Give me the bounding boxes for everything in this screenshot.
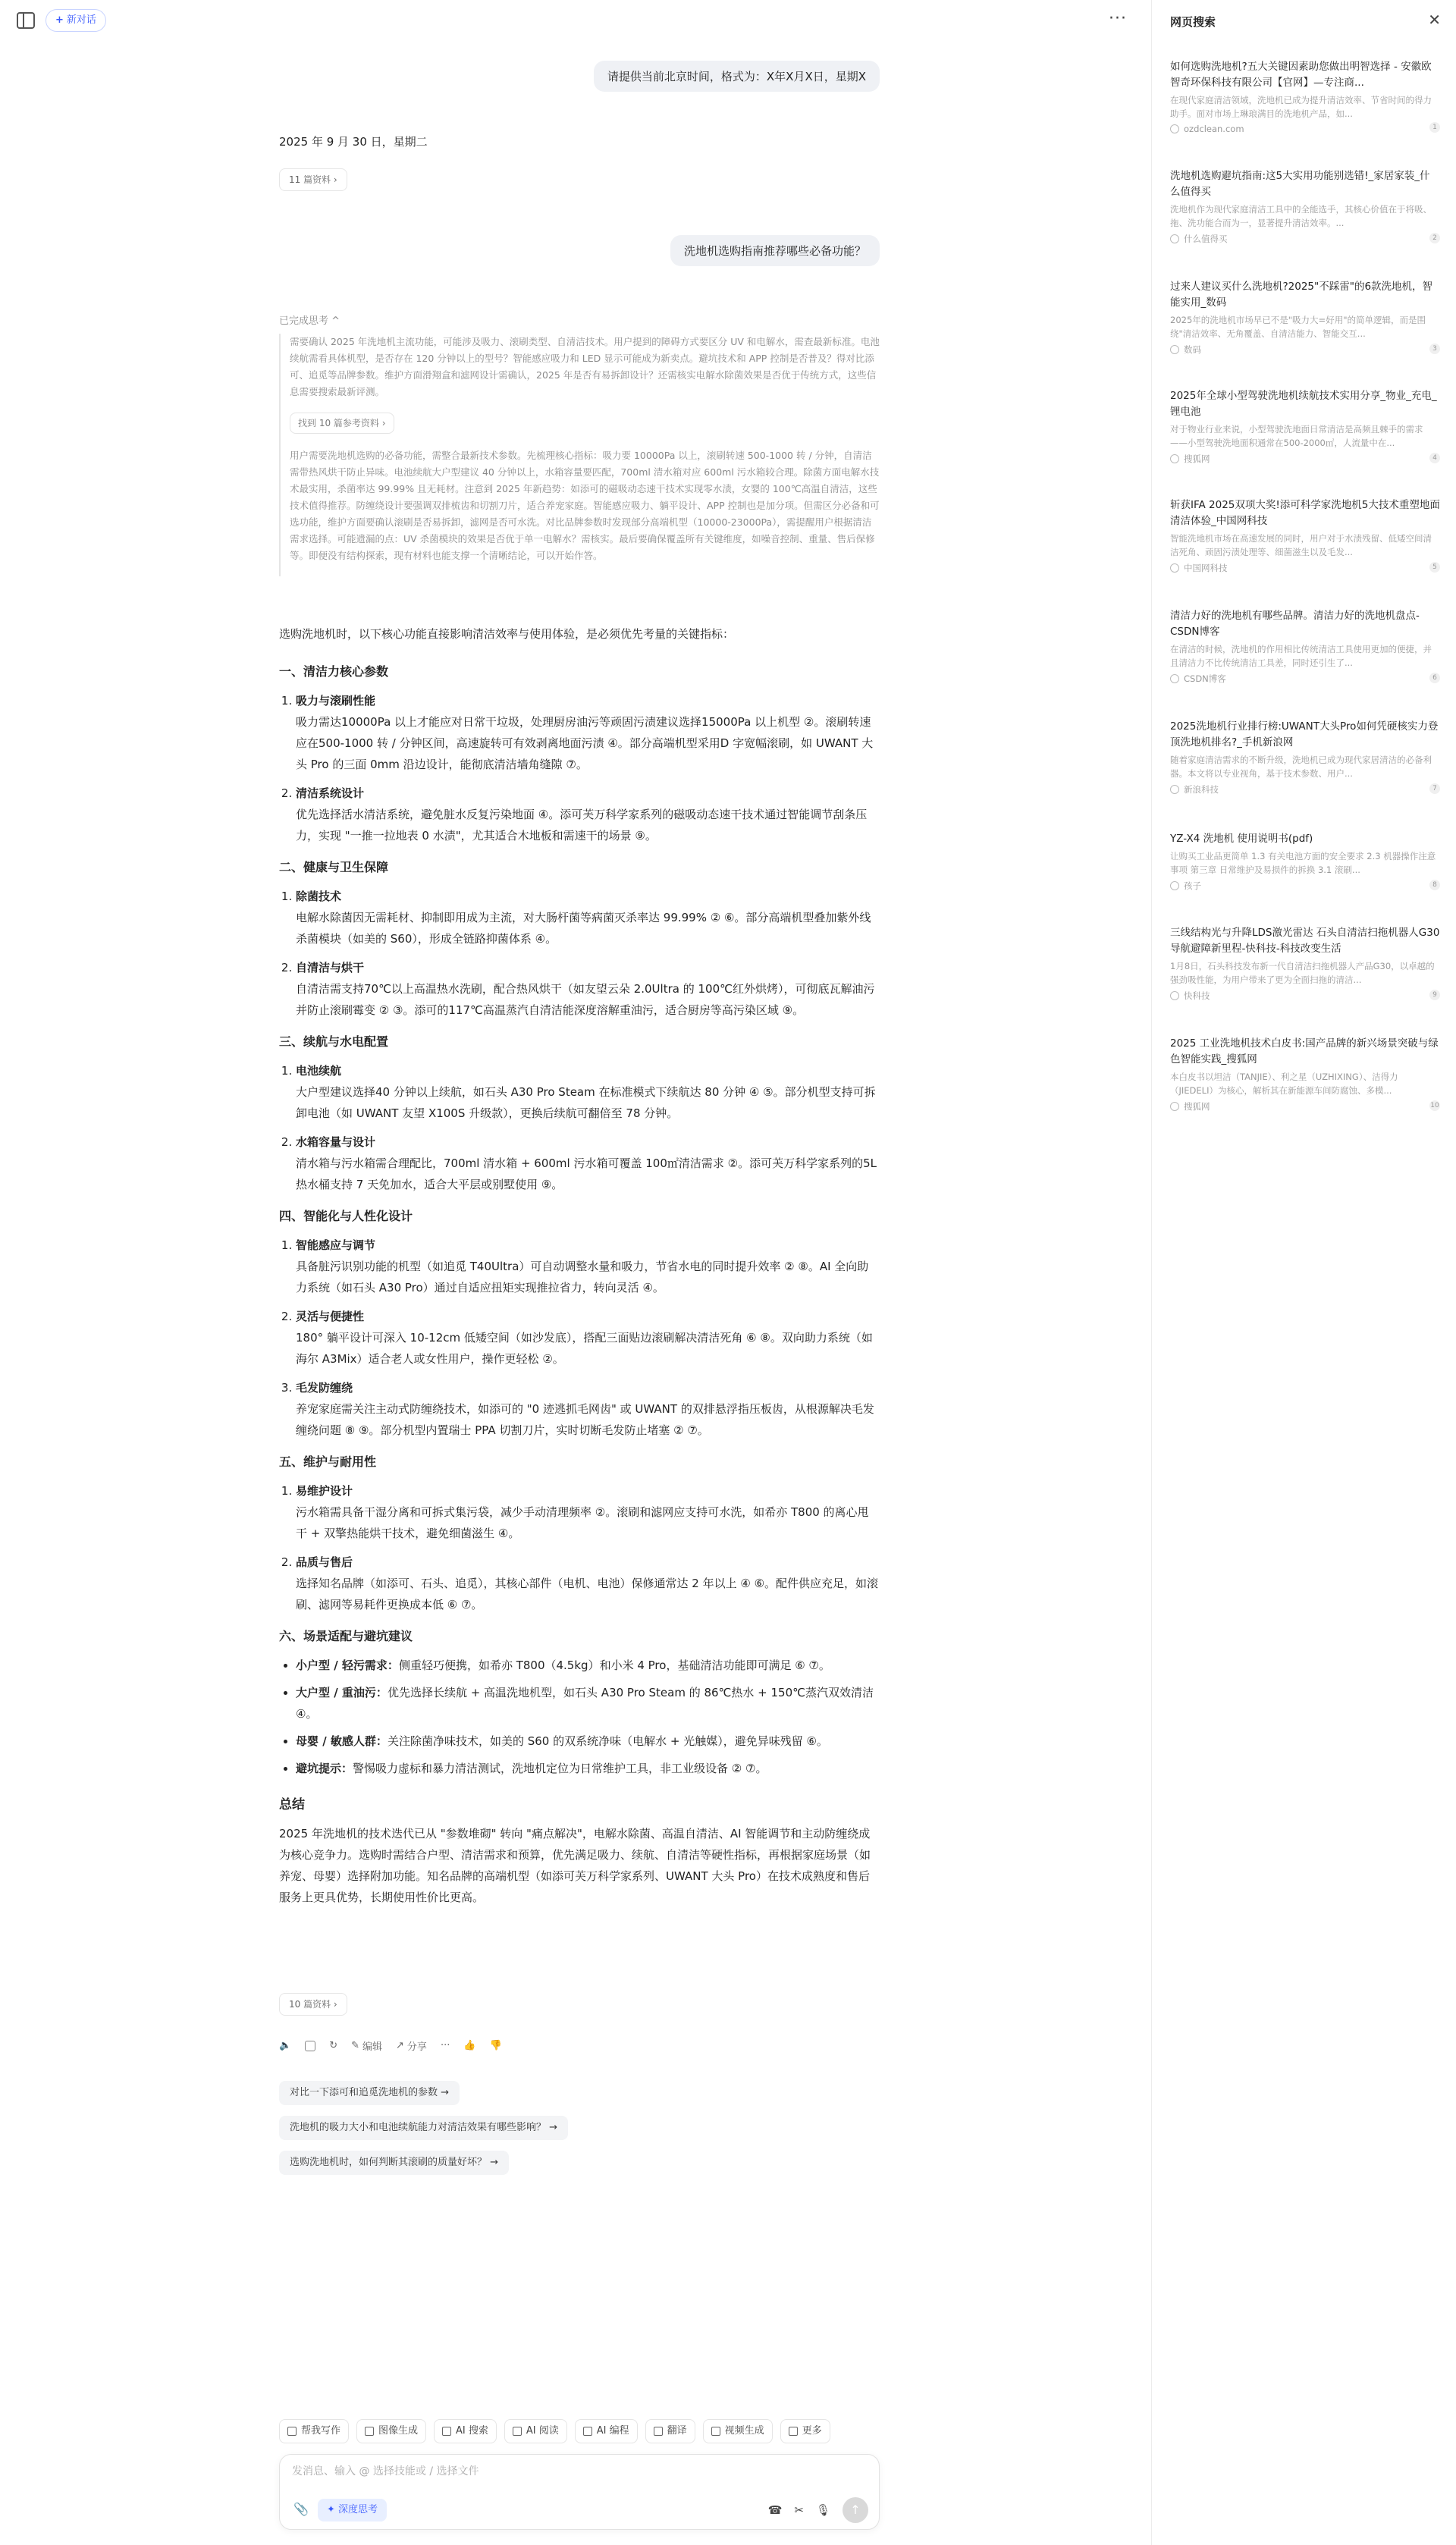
section-title: 四、智能化与人性化设计 — [279, 1209, 413, 1223]
tool-writing[interactable] — [279, 2419, 349, 2443]
item-title: 自清洁与烘干 — [296, 961, 365, 974]
found-references-chip[interactable]: 找到 10 篇参考资料 › — [290, 413, 394, 434]
item-body: 污水箱需具备干湿分离和可拆式集污袋，减少手动清理频率 ②。滚刷和滤网应支持可水洗，如希亦 T800 的离心甩干 + 双擎热能烘干技术，避免细菌滋生 ④。 — [296, 1505, 869, 1540]
result-number: 7 — [1429, 783, 1440, 794]
result-source — [1170, 562, 1440, 574]
tool-label: AI 搜索 — [456, 2425, 488, 2437]
result-number: 3 — [1429, 344, 1440, 354]
video-icon — [711, 2427, 720, 2436]
site-icon — [1170, 785, 1179, 794]
send-button[interactable]: ↑ — [843, 2497, 868, 2523]
result-number: 1 — [1429, 122, 1440, 133]
section-list — [279, 1060, 880, 1195]
result-number: 8 — [1429, 880, 1440, 890]
answer-intro: 选购洗地机时，以下核心功能直接影响清洁效率与使用体验，是必须优先考量的关键指标： — [279, 627, 735, 641]
item-title: 易维护设计 — [296, 1484, 353, 1498]
result-source-name: 什么值得买 — [1184, 234, 1228, 244]
share-icon: ↗ — [396, 2040, 404, 2051]
result-snippet: 让购买工业品更简单 1.3 有关电池方面的安全要求 2.3 机器操作注意事项 第三章 日常维护及易损件的拆换 3.1 滚刷... — [1170, 851, 1436, 875]
thinking-paragraph: 用户需要洗地机选购的必备功能，需整合最新技术参数。先梳理核心指标：吸力要 10000Pa 以上，滚刷转速 500-1000 转 / 分钟，自清洁需带热风烘干防止异味。电池续航大户型建议 40 分钟以上，水箱容量要匹配，700ml 清水箱对应 600ml 污水箱较合理。除菌方面电解水技术最实用，杀菌率达 99.99% 且无耗材。注意到 2025 年新趋势：如添可的磁吸动态速干技术实现零水渍，女婴的 100℃高温自清洁，这些技术值得推荐。防缠绕设计要强调双排梳齿和切割刀片，适合养宠家庭。智能感应吸力、躺平设计、APP 控制也是加分项。但需区分必备和可选功能，维护方面要确认滚刷是否易拆卸，滤网是否可水洗。对比品牌参数时发现部分高端机型（10000-23000Pa），需提醒用户根据清洁需求选择。可能遗漏的点：UV 杀菌模块的效果是否优于单一电解水？需核实。最后要确保覆盖所有关键维度，如噪音控制、重量、售后保修等。即便没有结构探索，现有材料也能支撑一个清晰结论，可以开始作答。 — [290, 450, 880, 561]
section-list — [279, 1480, 880, 1615]
share-label: 分享 — [406, 2041, 427, 2053]
result-number: 10 — [1430, 1102, 1439, 1109]
result-source — [1170, 233, 1440, 245]
plus-icon: + — [55, 14, 64, 26]
result-source — [1170, 880, 1440, 892]
message-actions — [279, 2038, 502, 2053]
found-references-label: 找到 10 篇参考资料 — [298, 418, 379, 428]
tool-read[interactable] — [504, 2419, 567, 2443]
result-source — [1170, 673, 1440, 685]
list-item — [296, 690, 880, 775]
more-icon[interactable]: ··· — [440, 2040, 450, 2051]
result-title: 洗地机选购避坑指南:这5大实用功能别选错!_家居家装_什么值得买 — [1170, 170, 1430, 198]
tool-more[interactable] — [780, 2419, 830, 2443]
section-title: 六、场景适配与避坑建议 — [279, 1629, 413, 1643]
assistant-answer — [279, 623, 880, 1922]
item-title: 水箱容量与设计 — [296, 1135, 376, 1149]
site-icon — [1170, 991, 1179, 1000]
item-body: 清水箱与污水箱需合理配比，700ml 清水箱 + 600ml 污水箱可覆盖 100㎡清洁需求 ②。添可芙万科学家系列的5L 热水桶支持 7 天免加水，适合大平层或别墅使用 ⑨。 — [296, 1156, 877, 1191]
item-body: 吸力需达10000Pa 以上才能应对日常干垃圾，处理厨房油污等顽固污渍建议选择15000Pa 以上机型 ②。滚刷转速应在500-1000 转 / 分钟区间，高速旋转可有效剥离地面污渍 ④。部分高端机型采用D 字宽幅滚刷，如 UWANT 大头 Pro 的三面 0mm 沿边设计，能彻底清洁墙角缝隙 ⑦。 — [296, 715, 874, 771]
result-title: 三线结构光与升降LDS激光雷达 石头自清洁扫拖机器人G30导航避障新里程-快科技-科技改变生活 — [1170, 927, 1440, 955]
item-body: 选择知名品牌（如添可、石头、追觅），其核心部件（电机、电池）保修通常达 2 年以上 ④ ⑥。配件供应充足，如滚刷、滤网等易耗件更换成本低 ⑥ ⑦。 — [296, 1577, 879, 1611]
result-number: 4 — [1429, 453, 1440, 463]
deep-think-toggle[interactable] — [318, 2499, 387, 2521]
code-icon — [583, 2427, 592, 2436]
section-title: 五、维护与耐用性 — [279, 1455, 377, 1469]
result-title: 斩获IFA 2025双项大奖!添可科学家洗地机5大技术重塑地面清洁体验_中国网科技 — [1170, 499, 1440, 527]
summary-title: 总结 — [279, 1797, 305, 1812]
list-item — [296, 1552, 880, 1615]
result-source — [1170, 344, 1440, 356]
suggestion-chip[interactable]: 洗地机的吸力大小和电池续航能力对清洁效果有哪些影响？ → — [279, 2116, 568, 2140]
section-title: 二、健康与卫生保障 — [279, 860, 389, 874]
result-snippet: 2025年的洗地机市场早已不是"吸力大=好用"的简单逻辑，而是围绕"清洁效率、无角覆盖、自清洁能力、智能交互... — [1170, 315, 1426, 339]
list-item — [296, 1235, 880, 1298]
share-button[interactable] — [396, 2038, 427, 2053]
tool-label: 更多 — [802, 2425, 822, 2437]
sources-chip[interactable]: 11 篇资料 › — [279, 168, 347, 191]
search-result[interactable] — [1170, 388, 1440, 465]
tool-video[interactable] — [703, 2419, 773, 2443]
grid-icon — [789, 2427, 798, 2436]
result-snippet: 1月8日，石头科技发布新一代自清洁扫拖机器人产品G30，以卓越的强劲吸性能，为用户带来了更为全面扫拖的清洁... — [1170, 961, 1435, 985]
list-item — [296, 1655, 880, 1676]
suggestion-label: 选购洗地机时，如何判断其滚刷的质量好坏？ — [290, 2157, 488, 2168]
assistant-message-date: 2025 年 9 月 30 日，星期二 — [279, 135, 428, 149]
section-title: 一、清洁力核心参数 — [279, 664, 389, 679]
suggestion-label: 洗地机的吸力大小和电池续航能力对清洁效果有哪些影响？ — [290, 2122, 547, 2133]
search-icon — [442, 2427, 451, 2436]
suggestion-chip[interactable]: 选购洗地机时，如何判断其滚刷的质量好坏？ → — [279, 2151, 509, 2175]
new-chat-label: 新对话 — [66, 14, 96, 26]
brain-icon: ✦ — [327, 2504, 335, 2515]
thumbs-up-icon[interactable]: 👍 — [463, 2040, 476, 2051]
result-title: 2025年全球小型驾驶洗地机续航技术实用分享_物业_充电_锂电池 — [1170, 390, 1437, 418]
thinking-label: 已完成思考 — [279, 315, 329, 327]
tool-label: AI 阅读 — [526, 2425, 559, 2437]
tool-label: AI 编程 — [596, 2425, 629, 2437]
edit-button[interactable] — [351, 2038, 382, 2053]
input-right-controls — [768, 2497, 868, 2523]
item-title: 智能感应与调节 — [296, 1238, 376, 1252]
paperclip-icon[interactable]: 📎 — [293, 2502, 309, 2516]
call-icon[interactable]: ☎ — [767, 2503, 783, 2517]
item-title: 毛发防缠绕 — [296, 1381, 353, 1395]
sources-chip-label: 11 篇资料 — [289, 174, 331, 185]
result-snippet: 对于物业行业来说，小型驾驶洗地面日常清洁是高频且棘手的需求——小型驾驶洗地面积通常在500-2000㎡，人流量中在... — [1170, 424, 1423, 448]
result-snippet: 智能洗地机市场在高速发展的同时，用户对于水渍残留、低矮空间清洁死角、顽固污渍处理等、细菌滋生以及毛发... — [1170, 533, 1432, 557]
message-input[interactable] — [292, 2465, 853, 2478]
item-title: 品质与售后 — [296, 1555, 353, 1569]
pen-icon — [287, 2427, 297, 2436]
summary-body: 2025 年洗地机的技术迭代已从 "参数堆砌" 转向 "痛点解决"，电解水除菌、高温自清洁、AI 智能调节和主动防缠绕成为核心竞争力。选购时需结合户型、清洁需求和预算，优先满足吸力、续航、自清洁等硬性指标，再根据家庭场景（如养宠、母婴）选择附加功能。知名品牌的高端机型（如添可芙万科学家系列、UWANT 大头 Pro）在技术成熟度和售后服务上更具优势，长期使用性价比更高。 — [279, 1827, 871, 1904]
section-title: 三、续航与水电配置 — [279, 1034, 389, 1049]
item-body: 电解水除菌因无需耗材、抑制即用成为主流，对大肠杆菌等病菌灭杀率达 99.99% ② ⑥。部分高端机型叠加紫外线杀菌模块（如美的 S60），形成全链路抑菌体系 ④。 — [296, 911, 871, 946]
item-body: 自清洁需支持70℃以上高温热水洗刷，配合热风烘干（如友望云朵 2.0Ultra 的 100℃红外烘烤），可彻底瓦解油污并防止滚刷霉变 ② ③。添可的117℃高温蒸汽自清洁能深度溶解重油污，适合厨房等高污染区域 ⑨。 — [296, 982, 875, 1017]
result-source-name: 孩子 — [1184, 880, 1201, 891]
new-chat-button[interactable] — [46, 9, 106, 32]
result-source-name: 数码 — [1184, 344, 1201, 355]
site-icon — [1170, 454, 1179, 463]
list-item — [296, 886, 880, 949]
item-title: 除菌技术 — [296, 890, 342, 903]
section-list — [279, 1235, 880, 1441]
tool-code[interactable] — [575, 2419, 638, 2443]
list-item — [296, 1377, 880, 1441]
result-source — [1170, 783, 1440, 796]
item-body: 养宠家庭需关注主动式防缠绕技术，如添可的 "0 迹逃抓毛网齿" 或 UWANT 的双排悬浮指压板齿，从根源解决毛发缠绕问题 ⑧ ⑨。部分机型内置瑞士 PPA 切割刀片，实时切断毛发防止堵塞 ② ⑦。 — [296, 1402, 874, 1437]
item-title: 小户型 / 轻污需求： — [296, 1658, 399, 1672]
thinking-toggle[interactable] — [279, 312, 340, 327]
result-number: 5 — [1429, 562, 1440, 573]
result-source-name: 搜狐网 — [1184, 1101, 1210, 1112]
item-title: 母婴 / 敏感人群： — [296, 1734, 388, 1748]
read-aloud-icon[interactable]: 🔈 — [279, 2040, 292, 2051]
result-number: 2 — [1429, 233, 1440, 243]
list-item — [296, 1480, 880, 1544]
suggestion-label: 对比一下添可和追觅洗地机的参数 — [290, 2087, 438, 2098]
result-source — [1170, 124, 1440, 134]
result-snippet: 本白皮书以坦洁（TANJIE）、利之星（UZHIXING）、洁得力（JIEDELI）为核心，解析其在新能源车间防腐蚀、多模... — [1170, 1072, 1398, 1096]
section-list — [279, 690, 880, 846]
thumbs-down-icon[interactable]: 👎 — [489, 2040, 502, 2051]
item-body: 关注除菌净味技术，如美的 S60 的双系统净味（电解水 + 光触媒），避免异味残留 ⑥。 — [387, 1734, 828, 1748]
panel-title: 网页搜索 — [1170, 15, 1216, 29]
result-snippet: 随着家庭清洁需求的不断升级，洗地机已成为现代家居清洁的必备利器。本文将以专业视角，基于技术参数、用户... — [1170, 755, 1432, 779]
microphone-icon[interactable]: 🎙 — [815, 2503, 830, 2517]
item-title: 吸力与滚刷性能 — [296, 694, 376, 708]
deep-think-label: 深度思考 — [338, 2504, 378, 2515]
list-item — [296, 783, 880, 846]
result-title: 过来人建议买什么洗地机?2025"不踩雷"的6款洗地机，智能实用_数码 — [1170, 281, 1433, 309]
regenerate-icon[interactable]: ↻ — [329, 2040, 338, 2051]
site-icon — [1170, 1102, 1179, 1111]
item-body: 优先选择长续航 + 高温洗地机型，如石头 A30 Pro Steam 的 86℃热水 + 150℃蒸汽双效清洁 ④。 — [296, 1686, 874, 1721]
site-icon — [1170, 234, 1179, 243]
result-source-name: 快科技 — [1184, 990, 1210, 1001]
sources-chip[interactable]: 10 篇资料 › — [279, 1993, 347, 2016]
search-result[interactable] — [1170, 719, 1440, 796]
result-snippet: 洗地机作为现代家庭清洁工具中的全能选手，其核心价值在于将吸、拖、洗功能合而为一，显著提升清洁效率。... — [1170, 204, 1432, 228]
result-source — [1170, 990, 1440, 1002]
search-result[interactable] — [1170, 497, 1440, 574]
user-message-time: 请提供当前北京时间，格式为：X年X月X日，星期X — [594, 61, 880, 92]
tool-label: 帮我写作 — [301, 2425, 341, 2437]
list-item — [296, 1306, 880, 1370]
more-options-icon[interactable]: ··· — [1109, 9, 1127, 28]
thinking-content — [279, 334, 880, 576]
item-body: 具备脏污识别功能的机型（如追觅 T40Ultra）可自动调整水量和吸力，节省水电的同时提升效率 ② ⑧。AI 全向助力系统（如石头 A30 Pro）通过自适应扭矩实现推拉省力，转向灵活 ④。 — [296, 1260, 869, 1294]
suggestion-chip[interactable]: 对比一下添可和追觅洗地机的参数 → — [279, 2081, 460, 2105]
list-item — [296, 1131, 880, 1195]
search-result[interactable] — [1170, 608, 1440, 685]
translate-icon — [654, 2427, 663, 2436]
tools-bar — [279, 2419, 830, 2443]
item-title: 灵活与便捷性 — [296, 1310, 365, 1323]
search-result[interactable] — [1170, 1036, 1440, 1112]
list-item — [296, 1758, 880, 1779]
result-source — [1170, 453, 1440, 465]
list-item — [296, 957, 880, 1021]
search-result[interactable] — [1170, 831, 1440, 892]
item-body: 180° 躺平设计可深入 10-12cm 低矮空间（如沙发底），搭配三面贴边滚刷解决清洁死角 ⑥ ⑧。双向助力系统（如海尔 A3Mix）适合老人或女性用户，操作更轻松 ②。 — [296, 1331, 873, 1366]
tool-search[interactable] — [434, 2419, 497, 2443]
sidebar-toggle-icon[interactable] — [17, 12, 35, 29]
scissors-icon[interactable]: ✂ — [794, 2503, 804, 2517]
item-body: 优先选择活水清洁系统，避免脏水反复污染地面 ④。添可芙万科学家系列的磁吸动态速干技术通过智能调节刮条压力，实现 "一推一拉地表 0 水渍"，尤其适合木地板和需速干的场景 ⑨。 — [296, 808, 868, 843]
search-result[interactable] — [1170, 279, 1440, 356]
result-source-name: 新浪科技 — [1184, 784, 1219, 795]
item-title: 电池续航 — [296, 1064, 342, 1078]
message-input-box — [279, 2454, 880, 2530]
result-snippet: 在现代家庭清洁领域，洗地机已成为提升清洁效率、节省时间的得力助手。面对市场上琳琅满目的洗地机产品，如... — [1170, 95, 1432, 119]
item-body: 大户型建议选择40 分钟以上续航，如石头 A30 Pro Steam 在标准模式下续航达 80 分钟 ④ ⑤。部分机型支持可拆卸电池（如 UWANT 友望 X100S 升级款），更换后续航可翻倍至 78 分钟。 — [296, 1085, 876, 1120]
item-title: 避坑提示： — [296, 1762, 353, 1775]
sources-chip-label: 10 篇资料 — [289, 1999, 331, 2010]
site-icon — [1170, 563, 1179, 573]
item-title: 大户型 / 重油污： — [296, 1686, 388, 1699]
web-search-panel — [1151, 0, 1456, 2545]
result-number: 6 — [1429, 673, 1440, 683]
scenario-list — [279, 1655, 880, 1779]
book-icon — [513, 2427, 522, 2436]
copy-icon[interactable] — [305, 2041, 315, 2051]
list-item — [296, 1731, 880, 1752]
tool-label: 图像生成 — [378, 2425, 419, 2437]
result-title: 清洁力好的洗地机有哪些品牌。清洁力好的洗地机盘点-CSDN博客 — [1170, 610, 1420, 638]
tool-label: 翻译 — [667, 2425, 687, 2437]
list-item — [296, 1060, 880, 1124]
section-list — [279, 886, 880, 1021]
list-item — [296, 1682, 880, 1724]
tool-image[interactable] — [356, 2419, 426, 2443]
search-result[interactable] — [1170, 168, 1440, 245]
image-icon — [365, 2427, 374, 2436]
item-body: 警惕吸力虚标和暴力清洁测试，洗地机定位为日常维护工具，非工业级设备 ② ⑦。 — [353, 1762, 767, 1775]
result-source-name: CSDN博客 — [1184, 673, 1226, 684]
result-snippet: 在清洁的时候，洗地机的作用相比传统清洁工具使用更加的便捷，并且清洁力不比传统清洁工具差，同时还引生了... — [1170, 644, 1432, 668]
result-source-name: 中国网科技 — [1184, 563, 1228, 573]
item-title: 清洁系统设计 — [296, 786, 365, 800]
search-result[interactable] — [1170, 925, 1440, 1002]
result-title: 2025洗地机行业排行榜:UWANT大头Pro如何凭硬核实力登顶洗地机排名?_手机新浪网 — [1170, 720, 1439, 748]
site-icon — [1170, 124, 1179, 133]
close-icon[interactable]: ✕ — [1428, 11, 1441, 29]
top-bar — [0, 0, 1145, 42]
site-icon — [1170, 345, 1179, 354]
search-result[interactable] — [1170, 59, 1440, 134]
site-icon — [1170, 881, 1179, 890]
result-title: YZ-X4 洗地机 使用说明书(pdf) — [1170, 833, 1313, 845]
edit-icon: ✎ — [351, 2040, 359, 2051]
item-body: 侧重轻巧便携，如希亦 T800（4.5kg）和小米 4 Pro，基础清洁功能即可满足 ⑥ ⑦。 — [398, 1658, 830, 1672]
chevron-up-icon: ^ — [331, 315, 340, 327]
result-title: 2025 工业洗地机技术白皮书:国产品牌的新兴场景突破与绿色智能实践_搜狐网 — [1170, 1037, 1439, 1065]
site-icon — [1170, 674, 1179, 683]
result-title: 如何选购洗地机?五大关键因素助您做出明智选择 - 安徽欧智奇环保科技有限公司【官网】—专注商... — [1170, 61, 1432, 89]
result-source — [1170, 1100, 1440, 1112]
tool-translate[interactable] — [645, 2419, 695, 2443]
result-source-name: 搜狐网 — [1184, 453, 1210, 464]
result-source-name: ozdclean.com — [1184, 124, 1244, 134]
edit-label: 编辑 — [362, 2041, 383, 2053]
thinking-paragraph: 需要确认 2025 年洗地机主流功能，可能涉及吸力、滚刷类型、自清洁技术。用户提到的障碍方式要区分 UV 和电解水，需查最新标准。电池续航需看具体机型，是否存在 120 分钟以上的型号？智能感应吸力和 LED 显示可能成为新卖点。避坑技术和 APP 控制是否普及？得对比添可、追觅等品牌参数。维护方面滑翔盒和滤网设计需确认，2025 年是否有易拆卸设计？还需核实电解水除菌效果是否优于传统方式，这些信息需要搜索最新评测。 — [290, 336, 880, 397]
result-number: 9 — [1429, 990, 1440, 1000]
tool-label: 视频生成 — [724, 2425, 764, 2437]
user-message-question: 洗地机选购指南推荐哪些必备功能？ — [670, 235, 880, 266]
